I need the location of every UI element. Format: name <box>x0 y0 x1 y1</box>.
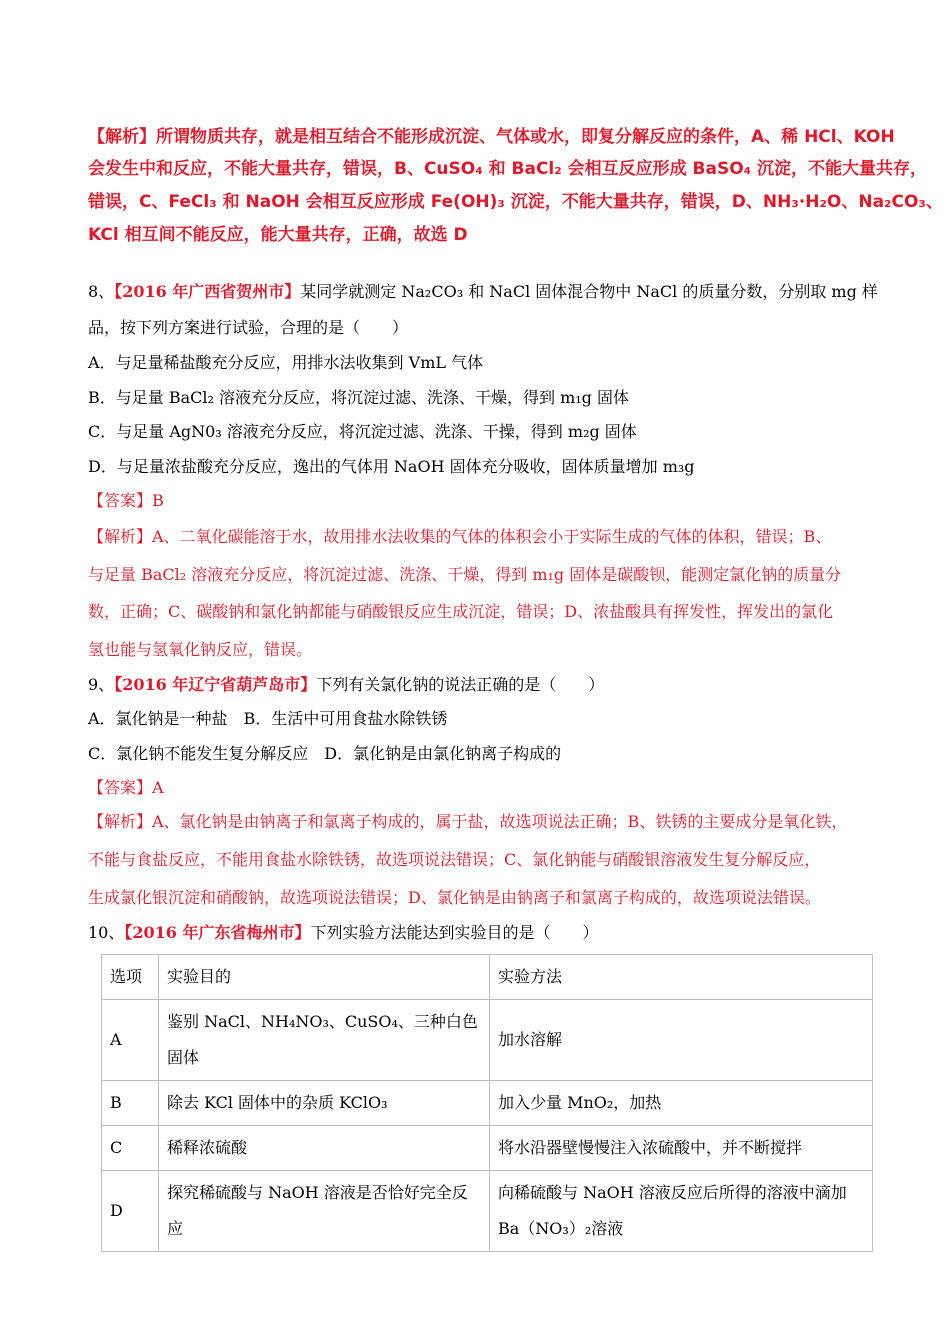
q8-stem-line-2: 品，按下列方案进行试验，合理的是（ ） <box>88 318 409 337</box>
table-cell: B <box>102 1081 159 1126</box>
q9-options-cd: C．氯化钠不能发生复分解反应 D．氯化钠是由氯化钠离子构成的 <box>88 744 562 763</box>
q9-explanation-line-1: 【解析】A、氯化钠是由钠离子和氯离子构成的，属于盐，故选项说法正确；B、铁锈的主要成分是氧化铁， <box>88 812 848 831</box>
table-cell: 鉴别 NaCl、NH₄NO₃、CuSO₄、三种白色固体 <box>159 1000 490 1081</box>
q9-options-ab: A．氯化钠是一种盐 B．生活中可用食盐水除铁锈 <box>88 709 448 728</box>
q8-answer: 【答案】B <box>88 491 164 510</box>
q8-option-c: C．与足量 AgN0₃ 溶液充分反应，将沉淀过滤、洗涤、干操，得到 m₂g 固体 <box>88 422 637 441</box>
q8-option-a: A．与足量稀盐酸充分反应，用排水法收集到 VmL 气体 <box>88 353 484 372</box>
experiment-table <box>101 954 873 1252</box>
table-cell: 将水沿器壁慢慢注入浓硫酸中，并不断搅拌 <box>490 1126 873 1171</box>
table-row <box>102 1126 873 1171</box>
q10-stem-text: 下列实验方法能达到实验目的是（ ） <box>310 923 599 942</box>
q9-source: 【2016 年辽宁省葫芦岛市】 <box>114 675 317 694</box>
table-cell: 向稀硫酸与 NaOH 溶液反应后所得的溶液中滴加 Ba（NO₃）₂溶液 <box>490 1171 873 1252</box>
table-header-cell: 实验目的 <box>159 955 490 1000</box>
q8-stem-line-1 <box>88 281 878 303</box>
q8-explanation-line-1: 【解析】A、二氧化碳能溶于水，故用排水法收集的气体的体积会小于实际生成的气体的体积，错误；B、 <box>88 527 832 546</box>
q8-source: 【2016 年广西省贺州市】 <box>114 282 301 301</box>
table-header-cell: 选项 <box>102 955 159 1000</box>
q10-source: 【2016 年广东省梅州市】 <box>124 923 311 942</box>
q7-explanation-line-4: KCl 相互间不能反应，能大量共存，正确，故选 D <box>88 225 468 245</box>
q8-stem: 某同学就测定 Na₂CO₃ 和 NaCl 固体混合物中 NaCl 的质量分数，分别取 mg 样 <box>300 282 878 301</box>
table-cell: C <box>102 1126 159 1171</box>
table-cell: 稀释浓硫酸 <box>159 1126 490 1171</box>
q10-number: 10、 <box>88 923 125 942</box>
table-cell: 加水溶解 <box>490 1000 873 1081</box>
q7-explanation-line-2: 会发生中和反应，不能大量共存，错误，B、CuSO₄ 和 BaCl₂ 会相互反应形成 BaSO₄ 沉淀，不能大量共存， <box>88 159 928 179</box>
q8-explanation-line-3: 数，正确；C、碳酸钠和氯化钠都能与硝酸银反应生成沉淀，错误；D、浓盐酸具有挥发性，挥发出的氯化 <box>88 602 834 621</box>
q8-explanation-line-2: 与足量 BaCl₂ 溶液充分反应，将沉淀过滤、洗涤、干燥，得到 m₁g 固体是碳酸钡，能测定氯化钠的质量分 <box>88 565 842 584</box>
table-row <box>102 1000 873 1081</box>
q8-option-d: D．与足量浓盐酸充分反应，逸出的气体用 NaOH 固体充分吸收，固体质量增加 m₃g <box>88 457 695 476</box>
q7-explanation-line-1: 【解析】所谓物质共存，就是相互结合不能形成沉淀、气体或水，即复分解反应的条件，A、稀 HCl、KOH <box>88 127 895 147</box>
table-cell: A <box>102 1000 159 1081</box>
q9-explanation-line-3: 生成氯化银沉淀和硝酸钠，故选项说法错误；D、氯化钠是由钠离子和氯离子构成的，故选项说法错误。 <box>88 888 821 907</box>
q7-explanation-line-3: 错误，C、FeCl₃ 和 NaOH 会相互反应形成 Fe(OH)₃ 沉淀，不能大量共存，错误，D、NH₃·H₂O、Na₂CO₃、 <box>88 192 943 212</box>
table-header-cell: 实验方法 <box>490 955 873 1000</box>
q8-explanation-line-4: 氢也能与氢氧化钠反应，错误。 <box>88 640 313 659</box>
table-cell: 除去 KCl 固体中的杂质 KClO₃ <box>159 1081 490 1126</box>
table-cell: 加入少量 MnO₂，加热 <box>490 1081 873 1126</box>
q9-stem <box>88 674 604 696</box>
table-row <box>102 1081 873 1126</box>
table-cell: 探究稀硫酸与 NaOH 溶液是否恰好完全反应 <box>159 1171 490 1252</box>
q9-explanation-line-2: 不能与食盐反应，不能用食盐水除铁锈，故选项说法错误；C、氯化钠能与硝酸银溶液发生复分解反应， <box>88 850 821 869</box>
q10-stem <box>88 922 599 944</box>
q8-number: 8、 <box>88 282 115 301</box>
q9-number: 9、 <box>88 675 115 694</box>
table-header-row <box>102 955 873 1000</box>
table-cell: D <box>102 1171 159 1252</box>
q8-option-b: B．与足量 BaCl₂ 溶液充分反应，将沉淀过滤、洗涤、干燥，得到 m₁g 固体 <box>88 388 630 407</box>
q9-stem-text: 下列有关氯化钠的说法正确的是（ ） <box>316 675 605 694</box>
table-row <box>102 1171 873 1252</box>
q9-answer: 【答案】A <box>88 778 164 797</box>
